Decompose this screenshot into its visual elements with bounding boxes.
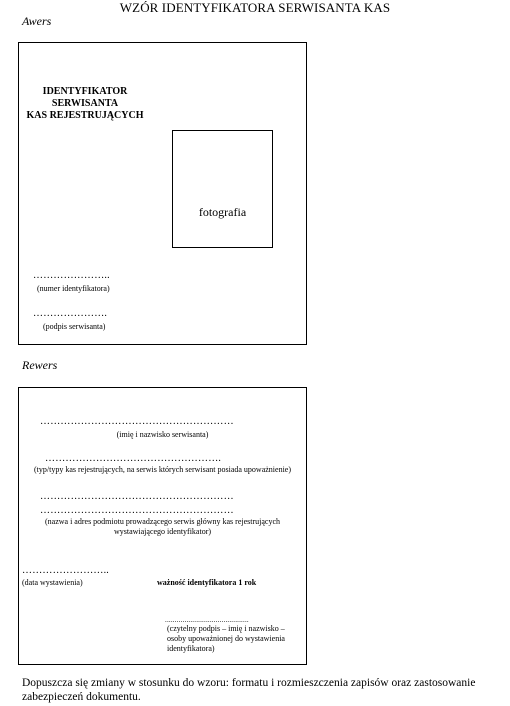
issuer-address-line-2: ………………………………………………… [40, 505, 234, 516]
front-heading: IDENTYFIKATOR SERWISANTA KAS REJESTRUJĄCYCH [26, 86, 144, 121]
register-types-line: ……………………………………………. [45, 453, 222, 464]
id-number-line: ………………….. [33, 270, 110, 281]
holder-name-caption: (imię i nazwisko serwisanta) [116, 430, 209, 439]
signature-line: …………………. [33, 308, 108, 319]
signature-caption: (podpis serwisanta) [43, 322, 106, 331]
validity-note: ważność identyfikatora 1 rok [157, 578, 257, 587]
photo-label: fotografia [198, 205, 247, 219]
document-title: WZÓR IDENTYFIKATORA SERWISANTA KAS [119, 0, 391, 15]
footer-note: Dopuszcza się zmiany w stosunku do wzoru: formatu i rozmieszczenia zapisów oraz zastosowanie zabezpieczeń dokumentu. [22, 677, 476, 703]
photo-placeholder [172, 130, 273, 248]
holder-name-line: ………………………………………………… [40, 416, 234, 427]
issue-date-caption: (data wystawienia) [22, 578, 83, 587]
authorized-signature-caption: (czytelny podpis – imię i nazwisko – osoby upoważnionej do wystawienia identyfikatora) [167, 624, 285, 653]
issuer-address-line-1: ………………………………………………… [40, 491, 234, 502]
back-side-label: Rewers [22, 358, 58, 372]
id-number-caption: (numer identyfikatora) [37, 284, 110, 293]
front-side-label: Awers [22, 14, 52, 28]
authorized-signature-line: ........................................... [165, 616, 249, 624]
issue-date-line: …………………….. [22, 565, 109, 576]
issuer-address-caption: (nazwa i adres podmiotu prowadzącego serwis główny kas rejestrujących wystawiającego identyfikator) [44, 517, 281, 536]
register-types-caption: (typ/typy kas rejestrujących, na serwis których serwisant posiada upoważnienie) [33, 465, 292, 474]
